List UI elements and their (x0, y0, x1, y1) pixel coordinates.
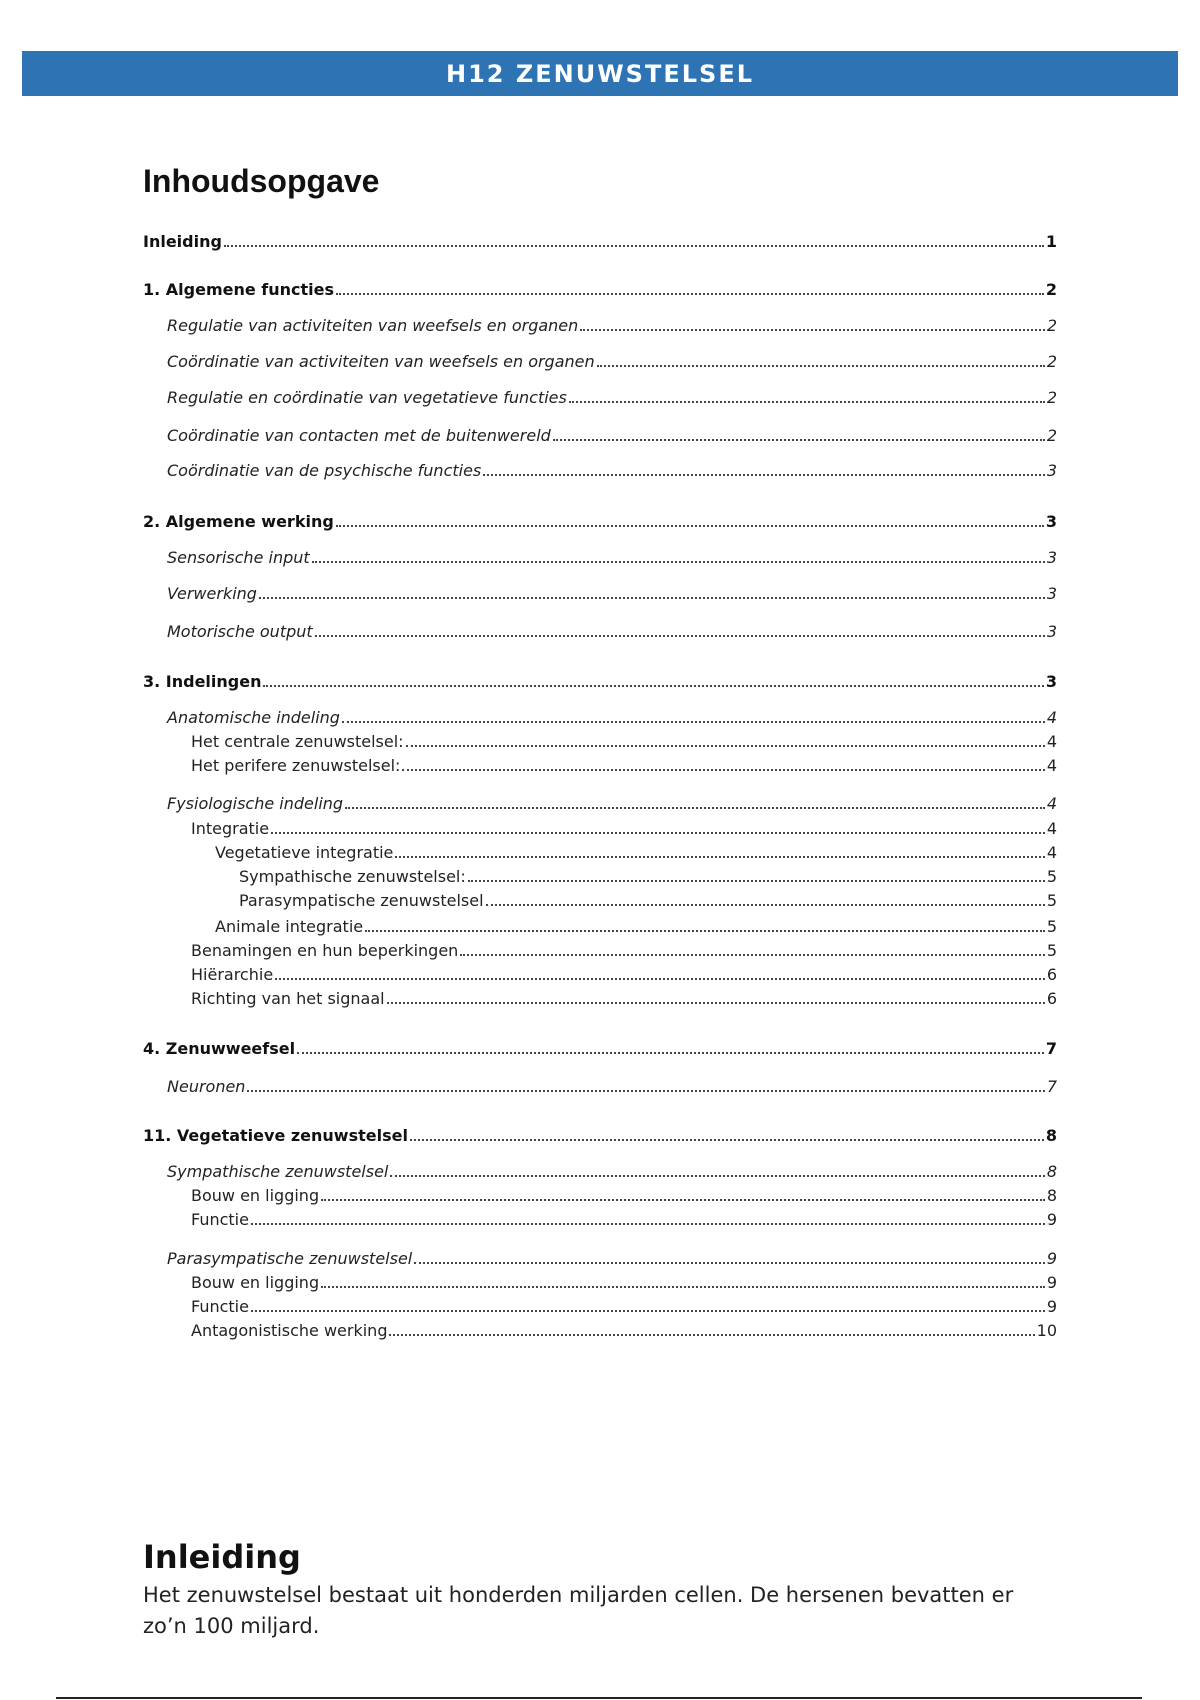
toc-dot-leader (395, 856, 1044, 858)
toc-dot-leader (275, 978, 1045, 980)
toc-entry[interactable] (143, 280, 1057, 300)
toc-entry-page-number: 4 (1046, 843, 1057, 862)
toc-entry-page-number: 2 (1046, 352, 1057, 371)
toc-entry-label: Regulatie en coördinatie van vegetatieve functies (167, 388, 567, 407)
toc-entry-page-number: 8 (1045, 1126, 1057, 1145)
toc-entry-label: Het perifere zenuwstelsel: (191, 756, 401, 775)
toc-entry-label: Bouw en ligging (191, 1186, 320, 1205)
toc-dot-leader (402, 769, 1044, 771)
toc-entry-page-number: 2 (1046, 388, 1057, 407)
toc-entry-page-number: 8 (1046, 1186, 1057, 1205)
toc-dot-leader (251, 1223, 1045, 1225)
toc-entry-label: 1. Algemene functies (143, 280, 335, 299)
toc-entry-page-number: 5 (1046, 891, 1057, 910)
toc-dot-leader (597, 365, 1045, 367)
toc-entry[interactable] (167, 1162, 1057, 1182)
toc-entry-page-number: 8 (1046, 1162, 1057, 1181)
toc-dot-leader (321, 1286, 1045, 1288)
toc-entry-page-number: 9 (1046, 1273, 1057, 1292)
toc-entry-label: Verwerking (167, 584, 257, 603)
toc-dot-leader (297, 1052, 1044, 1054)
toc-entry[interactable] (143, 1126, 1057, 1146)
toc-entry[interactable] (191, 756, 1057, 776)
table-of-contents (143, 0, 1057, 1400)
toc-dot-leader (468, 880, 1045, 882)
toc-title: Inhoudsopgave (143, 163, 380, 199)
toc-entry-page-number: 4 (1046, 732, 1057, 751)
footer-divider (56, 1697, 1142, 1699)
toc-entry-page-number: 9 (1046, 1210, 1057, 1229)
toc-dot-leader (460, 954, 1045, 956)
toc-dot-leader (390, 1175, 1044, 1177)
toc-entry-label: Functie (191, 1210, 249, 1229)
toc-entry-label: Richting van het signaal (191, 989, 385, 1008)
toc-entry[interactable] (191, 1273, 1057, 1293)
toc-entry[interactable] (191, 965, 1057, 985)
toc-entry-label: Bouw en ligging (191, 1273, 320, 1292)
toc-entry-page-number: 6 (1046, 965, 1057, 984)
toc-entry-page-number: 4 (1046, 708, 1057, 727)
toc-dot-leader (259, 597, 1045, 599)
toc-dot-leader (336, 525, 1044, 527)
toc-entry-page-number: 10 (1036, 1321, 1057, 1340)
toc-entry-page-number: 7 (1045, 1039, 1057, 1058)
toc-dot-leader (336, 293, 1044, 295)
toc-entry-label: Functie (191, 1297, 249, 1316)
toc-entry[interactable] (167, 352, 1057, 372)
toc-entry[interactable] (191, 732, 1057, 752)
toc-entry-label: Vegetatieve integratie (215, 843, 394, 862)
toc-entry[interactable] (167, 794, 1057, 814)
toc-entry[interactable] (239, 891, 1057, 911)
toc-entry[interactable] (167, 388, 1057, 408)
toc-entry-page-number: 9 (1046, 1297, 1057, 1316)
toc-dot-leader (342, 721, 1045, 723)
toc-entry[interactable] (239, 867, 1057, 887)
toc-entry-label: Hiërarchie (191, 965, 274, 984)
toc-entry-label: Coördinatie van contacten met de buitenwereld (167, 426, 551, 445)
toc-dot-leader (410, 1139, 1044, 1141)
toc-entry-page-number: 3 (1046, 461, 1057, 480)
toc-entry-page-number: 4 (1046, 819, 1057, 838)
toc-dot-leader (569, 401, 1045, 403)
toc-entry[interactable] (191, 1321, 1057, 1341)
toc-dot-leader (247, 1090, 1044, 1092)
toc-entry[interactable] (191, 1297, 1057, 1317)
toc-entry-page-number: 9 (1046, 1249, 1057, 1268)
toc-entry-page-number: 4 (1046, 756, 1057, 775)
toc-entry[interactable] (191, 989, 1057, 1009)
toc-entry-label: Sensorische input (167, 548, 310, 567)
toc-entry[interactable] (167, 1249, 1057, 1269)
toc-entry[interactable] (191, 941, 1057, 961)
toc-entry[interactable] (191, 1210, 1057, 1230)
toc-entry-label: Sympathische zenuwstelsel (167, 1162, 389, 1181)
toc-dot-leader (251, 1310, 1045, 1312)
toc-entry[interactable] (167, 316, 1057, 336)
toc-entry[interactable] (167, 622, 1057, 642)
toc-entry-page-number: 5 (1046, 917, 1057, 936)
toc-dot-leader (263, 685, 1043, 687)
toc-entry[interactable] (167, 1077, 1057, 1097)
toc-entry-page-number: 4 (1046, 794, 1057, 813)
toc-entry-label: Coördinatie van activiteiten van weefsels en organen (167, 352, 595, 371)
toc-entry[interactable] (167, 584, 1057, 604)
toc-entry[interactable] (167, 708, 1057, 728)
toc-entry-page-number: 2 (1045, 280, 1057, 299)
section-title-inleiding: Inleiding (143, 1538, 301, 1576)
toc-entry[interactable] (167, 548, 1057, 568)
toc-entry-label: Antagonistische werking (191, 1321, 388, 1340)
toc-entry-label: Het centrale zenuwstelsel: (191, 732, 404, 751)
toc-entry-label: Motorische output (167, 622, 313, 641)
toc-dot-leader (486, 904, 1045, 906)
toc-entry[interactable] (191, 819, 1057, 839)
toc-entry-page-number: 3 (1046, 548, 1057, 567)
toc-dot-leader (365, 930, 1045, 932)
toc-dot-leader (414, 1262, 1045, 1264)
toc-entry-label: Integratie (191, 819, 270, 838)
toc-entry-page-number: 3 (1045, 672, 1057, 691)
toc-entry-page-number: 7 (1046, 1077, 1057, 1096)
toc-entry-page-number: 2 (1046, 426, 1057, 445)
toc-dot-leader (315, 635, 1045, 637)
toc-dot-leader (406, 745, 1045, 747)
toc-entry-label: Benamingen en hun beperkingen (191, 941, 459, 960)
toc-entry[interactable] (143, 512, 1057, 532)
toc-entry[interactable] (143, 1039, 1057, 1059)
toc-entry-page-number: 3 (1046, 584, 1057, 603)
toc-entry-page-number: 3 (1046, 622, 1057, 641)
toc-entry-label: 2. Algemene werking (143, 512, 334, 531)
toc-dot-leader (387, 1002, 1045, 1004)
toc-entry[interactable] (143, 232, 1057, 252)
toc-entry[interactable] (191, 1186, 1057, 1206)
toc-dot-leader (312, 561, 1045, 563)
toc-entry-label: Parasympatische zenuwstelsel (239, 891, 484, 910)
toc-entry-label: Regulatie van activiteiten van weefsels en organen (167, 316, 579, 335)
toc-entry-label: Neuronen (167, 1077, 246, 1096)
toc-dot-leader (345, 807, 1045, 809)
toc-entry-label: Animale integratie (215, 917, 364, 936)
toc-entry-label: Sympathische zenuwstelsel: (239, 867, 466, 886)
toc-dot-leader (271, 832, 1045, 834)
toc-entry-page-number: 5 (1046, 941, 1057, 960)
toc-dot-leader (483, 474, 1045, 476)
toc-entry-label: 3. Indelingen (143, 672, 262, 691)
toc-entry-label: 4. Zenuwweefsel (143, 1039, 296, 1058)
toc-dot-leader (553, 439, 1045, 441)
toc-entry-page-number: 3 (1045, 512, 1057, 531)
toc-entry-label: Anatomische indeling (167, 708, 340, 727)
toc-entry-page-number: 5 (1046, 867, 1057, 886)
toc-entry-label: Inleiding (143, 232, 222, 251)
intro-paragraph: Het zenuwstelsel bestaat uit honderden miljarden cellen. De hersenen bevatten er zo’n 100 miljard. (143, 1583, 1014, 1638)
toc-entry-page-number: 2 (1046, 316, 1057, 335)
toc-dot-leader (389, 1334, 1034, 1336)
toc-entry-label: 11. Vegetatieve zenuwstelsel (143, 1126, 408, 1145)
toc-entry[interactable] (215, 917, 1057, 937)
toc-entry-label: Coördinatie van de psychische functies (167, 461, 482, 480)
toc-entry-label: Fysiologische indeling (167, 794, 344, 813)
toc-entry[interactable] (167, 426, 1057, 446)
document-header-title: H12 ZENUWSTELSEL (446, 59, 754, 88)
toc-dot-leader (224, 245, 1044, 247)
toc-dot-leader (321, 1199, 1045, 1201)
toc-entry-label: Parasympatische zenuwstelsel (167, 1249, 413, 1268)
toc-entry[interactable] (215, 843, 1057, 863)
toc-entry-page-number: 1 (1045, 232, 1057, 251)
toc-dot-leader (580, 329, 1045, 331)
toc-entry[interactable] (167, 461, 1057, 481)
toc-entry-page-number: 6 (1046, 989, 1057, 1008)
toc-entry[interactable] (143, 672, 1057, 692)
